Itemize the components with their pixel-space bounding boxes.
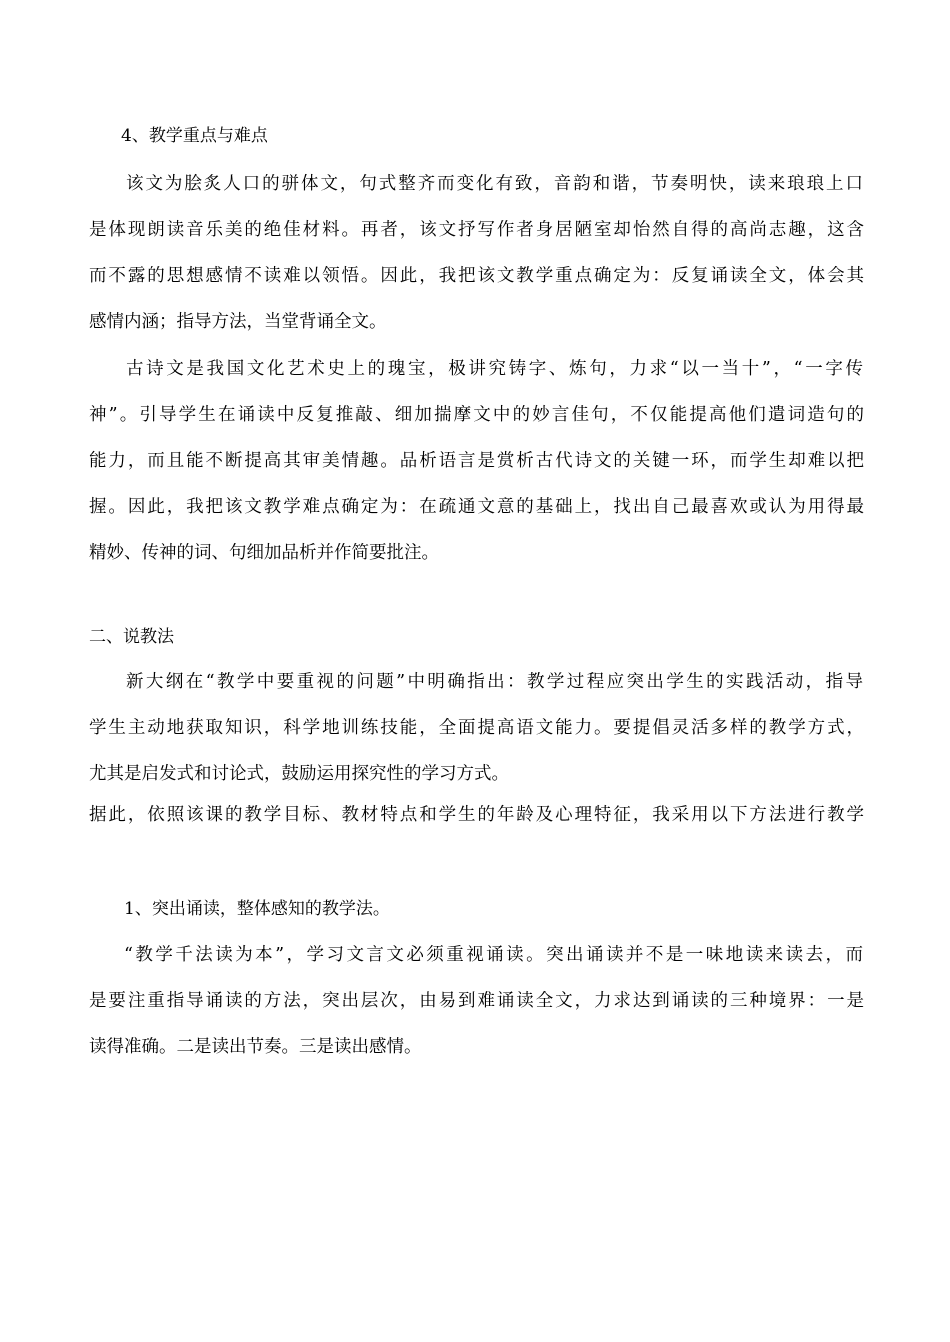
paragraph-line: 是体现朗读音乐美的绝佳材料。再者，该文抒写作者身居陋室却怡然自得的高尚志趣，这含	[89, 220, 864, 240]
paragraph-line: 尤其是启发式和讨论式，鼓励运用探究性的学习方式。	[89, 764, 509, 784]
subsection-heading-recitation-method: 1、突出诵读，整体感知的教学法。	[124, 899, 390, 919]
paragraph-line: 握。因此，我把该文教学难点确定为：在疏通文意的基础上，找出自己最喜欢或认为用得最	[89, 497, 864, 517]
paragraph-line: “教学千法读为本”，学习文言文必须重视诵读。突出诵读并不是一味地读来读去，而	[124, 945, 863, 965]
paragraph-line: 学生主动地获取知识，科学地训练技能，全面提高语文能力。要提倡灵活多样的教学方式，	[89, 718, 864, 738]
paragraph-line: 神”。引导学生在诵读中反复推敲、细加揣摩文中的妙言佳句，不仅能提高他们遣词造句的	[89, 405, 864, 425]
paragraph-line: 是要注重指导诵读的方法，突出层次，由易到难诵读全文，力求达到诵读的三种境界：一是	[89, 991, 864, 1011]
paragraph-line: 感情内涵；指导方法，当堂背诵全文。	[89, 312, 387, 332]
paragraph-line: 据此，依照该课的教学目标、教材特点和学生的年龄及心理特征，我采用以下方法进行教学	[89, 805, 864, 825]
paragraph-line: 新大纲在“教学中要重视的问题”中明确指出：教学过程应突出学生的实践活动，指导	[126, 672, 863, 692]
paragraph-line: 能力，而且能不断提高其审美情趣。品析语言是赏析古代诗文的关键一环，而学生却难以把	[89, 451, 864, 471]
paragraph-line: 古诗文是我国文化艺术史上的瑰宝，极讲究铸字、炼句，力求“以一当十”，“一字传	[126, 359, 863, 379]
section-heading-key-points: 4、教学重点与难点	[121, 126, 268, 146]
paragraph-line: 读得准确。二是读出节奏。三是读出感情。	[89, 1037, 422, 1057]
paragraph-line: 精妙、传神的词、句细加品析并作简要批注。	[89, 543, 439, 563]
paragraph-line: 该文为脍炙人口的骈体文，句式整齐而变化有致，音韵和谐，节奏明快，读来琅琅上口	[126, 174, 863, 194]
paragraph-line: 而不露的思想感情不读难以领悟。因此，我把该文教学重点确定为：反复诵读全文，体会其	[89, 266, 864, 286]
section-heading-teaching-methods: 二、说教法	[89, 627, 174, 647]
